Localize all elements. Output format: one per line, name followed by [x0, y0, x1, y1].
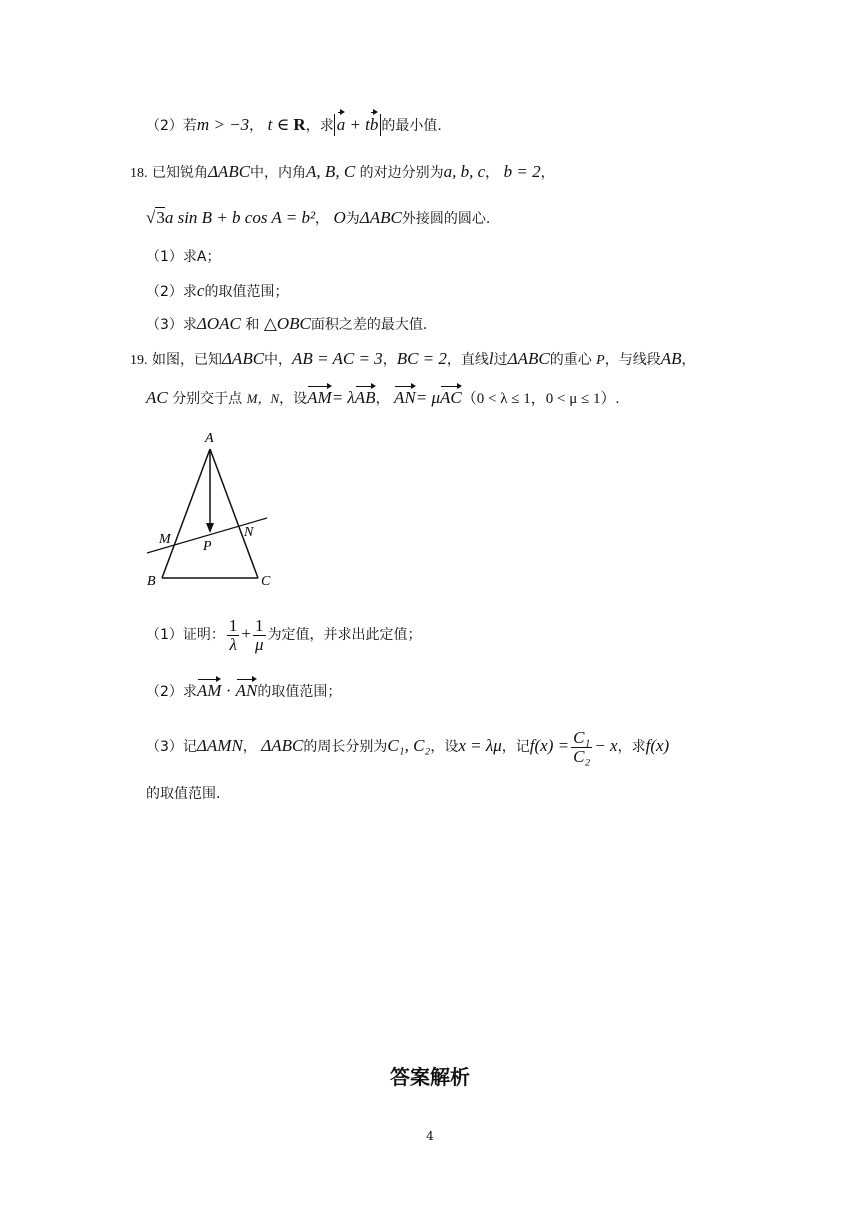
q18-part1: （1）求A； [146, 249, 221, 265]
q17-abs-expr [334, 114, 382, 136]
q19-line1: 19. 如图，已知ΔABC中，AB = AC = 3，BC = 2，直线l过ΔABC的重心 P，与线段AB， [130, 349, 696, 368]
q18-part3: （3）求ΔOAC 和 △OBC面积之差的最大值. [146, 314, 428, 333]
q17-part2: （2）若m > −3， t ∈ R，求 a + tb 的最小值. [146, 115, 442, 134]
vec-AN: AN [394, 388, 416, 407]
triangle-figure [140, 425, 300, 595]
q17-t: t ∈ [267, 115, 294, 134]
side-AB [162, 449, 210, 578]
vec-AC: AC [440, 388, 462, 407]
vec-AB: AB [354, 388, 376, 407]
q19-part1: （1）证明： $\frac{1}{\lambda}$ + $\frac{1}{\mu}$ 为定值，并求出此定值； [146, 615, 422, 654]
label-P: P [203, 539, 212, 554]
q18-sqrt3: 3 [156, 208, 165, 227]
q18-number: 18. [130, 166, 148, 181]
answer-heading: 答案解析 [390, 1065, 470, 1089]
q19-part3: （3）记ΔAMN， ΔABC的周长分别为C₁, C₂，设x = λμ，记f(x) = $\frac{\text{C₁}}{\text{C₂}}$ − x，求f(x) [146, 727, 670, 766]
q18-equation: a sin B + b cos A = b² [164, 208, 316, 227]
q18-line1: 18. 已知锐角ΔABC中，内角A, B, C 的对边分别为a, b, c， b = 2， [130, 162, 555, 181]
label-B: B [147, 574, 156, 589]
q19-part2: （2）求AM · AN的取值范围； [146, 681, 342, 700]
q19-number: 19. [130, 353, 148, 368]
q17-R: R [293, 115, 306, 134]
arrow-head-P [206, 523, 214, 533]
label-N: N [244, 525, 254, 540]
frac-1-mu: $\frac{1}{\mu}$ [255, 615, 264, 654]
label-A: A [205, 431, 214, 446]
q17-ask: ，求 [305, 118, 334, 134]
vec-AM: AM [307, 388, 332, 407]
q18-b-eq: b = 2 [503, 162, 541, 181]
q17-cond: m > −3 [196, 115, 250, 134]
q19-part3-tail: 的取值范围. [146, 786, 221, 802]
q17-tail: 的最小值. [381, 118, 442, 134]
vec-a: a [336, 115, 346, 134]
q18-line2: √3a sin B + b cos A = b²， O为ΔABC外接圆的圆心. [146, 208, 491, 227]
q17-p2-label: （2）若 [146, 118, 197, 134]
frac-1-lambda: $\frac{1}{\lambda}$ [228, 615, 238, 654]
vec-AN-2: AN [235, 681, 258, 700]
page-number: 4 [426, 1129, 434, 1143]
vec-b: b [369, 115, 379, 134]
vec-AM-2: AM [196, 681, 222, 700]
frac-C1-C2: $\frac{\text{C₁}}{\text{C₂}}$ [573, 727, 591, 766]
q18-part2: （2）求c的取值范围； [146, 281, 289, 300]
label-C: C [261, 574, 271, 589]
sqrt-sign: √ [146, 208, 156, 227]
q19-line2: AC 分别交于点 M，N，设AM= λAB， AN= μAC（0 < λ ≤ 1，0 < μ ≤ 1）. [146, 388, 620, 407]
side-AC [210, 449, 258, 578]
label-M: M [159, 532, 171, 547]
q17-plus: + t [345, 115, 370, 134]
